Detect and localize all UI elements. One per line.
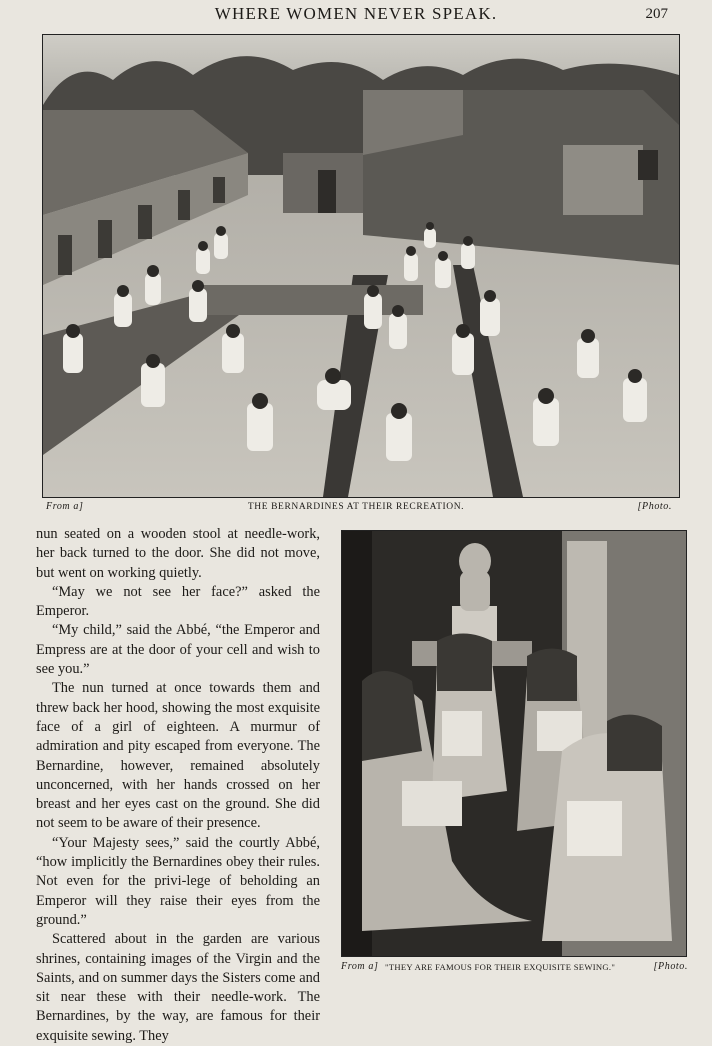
top-photo-credit-left: From a] — [46, 501, 84, 512]
running-title: WHERE WOMEN NEVER SPEAK. — [214, 4, 498, 23]
top-photo-credit-right: [Photo. — [637, 501, 672, 512]
top-photo-caption: THE BERNARDINES AT THEIR RECREATION. — [247, 502, 465, 512]
sewing-photo — [341, 530, 687, 957]
article-paragraph: nun seated on a wooden stool at needle-work, her back turned to the door. She did not move, but went on working quietly. — [36, 526, 320, 581]
page-number: 207 — [645, 6, 668, 22]
article-column — [36, 525, 320, 1046]
recreation-photo — [42, 34, 680, 498]
article-paragraph: The nun turned at once towards them and threw back her hood, showing the most exquisite face of a girl of eighteen. A murmur of admiration and pity escaped from everyone. The Bernardine, however, remained absolutely unconcerned, with her hands crossed on her breast and her eyes cast on the ground. She did not seem to be aware of their presence. — [36, 680, 320, 832]
bottom-photo-credit-right: [Photo. — [653, 961, 688, 972]
article-paragraph: Scattered about in the garden are various shrines, containing images of the Virgin and the Saints, and on summer days the Sisters come and sit near these with their needle-work. The Bernardines, by the way, are famous for their exquisite sewing. They — [36, 931, 320, 1044]
bottom-photo-credit-left: From a] — [341, 961, 379, 972]
bottom-photo-caption: "THEY ARE FAMOUS FOR THEIR EXQUISITE SEWING." — [385, 962, 616, 972]
article-paragraph: “Your Majesty sees,” said the courtly Abbé, “how implicitly the Bernardines obey their rules. Not even for the privi-lege of beholding an Emperor will they raise their eyes from the ground.” — [36, 834, 320, 928]
article-paragraph: “May we not see her face?” asked the Emperor. — [36, 583, 320, 620]
page-header — [0, 4, 712, 28]
article-paragraph: “My child,” said the Abbé, “the Emperor and Empress are at the door of your cell and wish to see you.” — [36, 622, 320, 678]
